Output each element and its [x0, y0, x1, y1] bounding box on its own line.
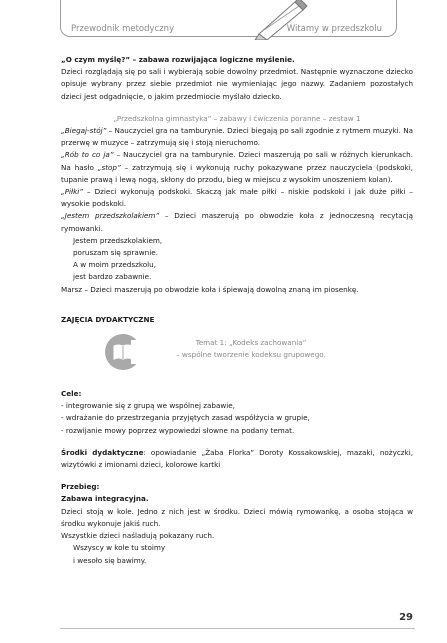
course-paragraph-1: Dzieci stoją w kole. Jedno z nich jest w środku. Dzieci mówią rymowankę, a osoba stojąca w środku wykonuje jakiś ruch. — [61, 506, 413, 528]
gym-title: „Przedszkolna gimnastyka” – zabawy i ćwiczenia poranne – zestaw 1 — [113, 113, 361, 123]
gym-p4-text: – Dzieci maszerują po obwodzie koła z jednoczesną recytacją rymowanki. — [61, 211, 413, 233]
course-paragraph-2: Wszystkie dzieci naśladują pokazany ruch. — [61, 531, 215, 541]
topic-banner — [61, 334, 413, 372]
gym-p1-lead: „Biegaj-stój” — [61, 126, 107, 136]
footer-divider — [60, 628, 415, 629]
means-text: : opowiadanie „Żaba Florka” Doroty Kossakowskiej, mazaki, nożyczki, wizytówki z imionami dzieci, kolorowe kartki — [61, 447, 414, 470]
goal-item: - rozwijanie mowy poprzez wypowiedzi słowne na podany temat. — [61, 425, 295, 435]
gym-paragraph-2 — [61, 149, 413, 186]
intro-body: Dzieci rozglądają się po sali i wybierają sobie dowolny przedmiot. Następnie wyznaczone dziecko opisuje wybrany przez siebie przedmiot nie wymieniając jego nazwy. Zadaniem pozostałych dzieci jest odgadnięcie, o jakim przedmiocie myślało dziecko. — [61, 67, 413, 101]
rhyme-line: A w moim przedszkolu, — [73, 260, 156, 270]
gym-paragraph-3 — [61, 186, 413, 210]
rhyme-line: Jestem przedszkolakiem, — [73, 235, 163, 245]
book-icon — [113, 343, 133, 361]
gym-p1-text: – Nauczyciel gra na tamburynie. Dzieci biegają po sali zgodnie z rytmem muzyki. Na przerwę w muzyce – zatrzymują się i stoją nieruchomo. — [61, 126, 413, 148]
topic-line-1: Temat 1: „Kodeks zachowania” — [195, 338, 307, 348]
intro-title: „O czym myślę?” – zabawa rozwijająca logiczne myślenie. — [61, 55, 295, 64]
gym-p2-text-a: – Nauczyciel gra na tamburynie. Dzieci maszerują po sali w różnych kierunkach. Na hasło — [61, 150, 413, 172]
course-title: Przebieg: — [61, 482, 100, 492]
classes-title: ZAJĘCIA DYDAKTYCZNE — [61, 314, 155, 324]
header-frame — [60, 0, 397, 37]
course-game-title: Zabawa integracyjna. — [61, 494, 149, 504]
header-right-title: Witamy w przedszkolu — [286, 24, 382, 34]
gym-p3-text: – Dzieci wykonują podskoki. Skaczą jak małe piłki – niskie podskoki i jak duże piłki – wysokie podskoki. — [61, 187, 413, 209]
topic-line-2: – wspólne tworzenie kodeksu grupowego. — [176, 350, 326, 360]
gym-p4-lead: „Jestem przedszkolakiem” — [61, 211, 160, 221]
document-body — [61, 54, 413, 567]
gym-p3-lead: „Piłki” — [61, 187, 84, 197]
rhyme-line: poruszam się sprawnie. — [73, 248, 158, 258]
goals-title: Cele: — [61, 389, 82, 399]
pencil-icon — [251, 0, 311, 40]
goal-item: - wdrażanie do przestrzegania przyjętych zasad współżycia w grupie, — [61, 413, 310, 423]
rhyme-line: i wesoło się bawimy. — [73, 555, 147, 565]
goal-item: - integrowanie się z grupą we wspólnej zabawie, — [61, 401, 235, 411]
gym-paragraph-4 — [61, 210, 413, 234]
rhyme-line: Wszyscy w kole tu stoimy — [73, 543, 166, 553]
means-paragraph — [61, 447, 413, 471]
topic-text — [151, 337, 351, 361]
gym-p2-lead: „Rób to co ja” — [61, 150, 114, 160]
gym-paragraph-5: Marsz – Dzieci maszerują po obwodzie koła i śpiewają dowolną znaną im piosenkę. — [61, 284, 359, 294]
rhyme-line: jest bardzo zabawnie. — [73, 272, 152, 282]
means-label: Środki dydaktyczne — [61, 447, 144, 457]
gym-p2-text-b: – zatrzymują się i wykonują ruchy pokazywane przez nauczyciela (podskoki, tupanie prawą i lewą nogą, skłony do przodu, bieg w miejscu z wysokim unoszeniem kolan). — [61, 162, 413, 184]
gym-paragraph-1 — [61, 125, 413, 149]
header-left-title: Przewodnik metodyczny — [71, 24, 175, 34]
page-number: 29 — [399, 612, 413, 623]
gym-p2-word: „stop” — [97, 162, 121, 172]
